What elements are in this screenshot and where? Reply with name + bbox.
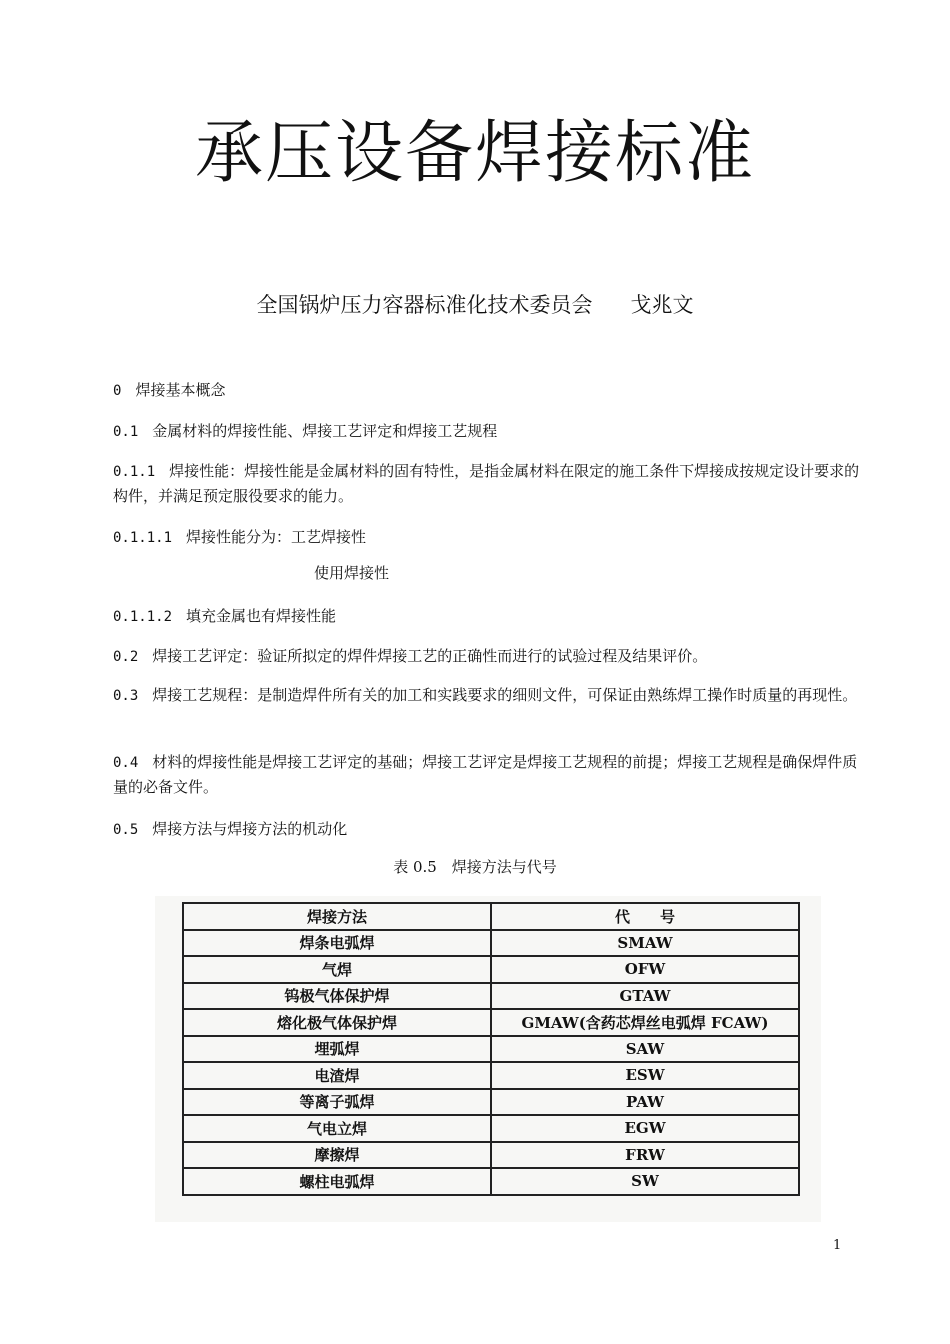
table-row — [183, 930, 799, 957]
code-cell: EGW — [491, 1115, 799, 1142]
header-method: 焊接方法 — [183, 903, 491, 930]
section-0-3 — [113, 683, 863, 708]
table-row — [183, 1115, 799, 1142]
section-text: 金属材料的焊接性能、焊接工艺评定和焊接工艺规程 — [152, 422, 498, 440]
table-caption: 表 0.5 焊接方法与代号 — [393, 858, 557, 876]
section-number: 0.1.1.2 — [113, 609, 173, 625]
section-number: 0.3 — [113, 688, 139, 704]
document-subtitle — [0, 290, 950, 320]
table-row — [183, 1168, 799, 1195]
table-row — [183, 1036, 799, 1063]
author: 戈兆文 — [630, 293, 694, 317]
section-0-2 — [113, 644, 863, 669]
section-text: 焊接方法与焊接方法的机动化 — [152, 820, 348, 838]
table-row — [183, 1062, 799, 1089]
section-0 — [113, 378, 863, 403]
section-number: 0.1 — [113, 424, 139, 440]
section-text: 焊接工艺评定：验证所拟定的焊件焊接工艺的正确性而进行的试验过程及结果评价。 — [152, 647, 708, 665]
welding-methods-table — [182, 902, 800, 1196]
section-number: 0.4 — [113, 755, 139, 771]
section-0-1-1-1 — [113, 525, 863, 550]
code-cell: SMAW — [491, 930, 799, 957]
method-cell: 气电立焊 — [183, 1115, 491, 1142]
table-row — [183, 983, 799, 1010]
table-row — [183, 956, 799, 983]
section-0-4 — [113, 750, 863, 799]
method-cell: 熔化极气体保护焊 — [183, 1009, 491, 1036]
code-cell: SW — [491, 1168, 799, 1195]
page-number: 1 — [833, 1238, 842, 1253]
code-cell: GTAW — [491, 983, 799, 1010]
code-cell: FRW — [491, 1142, 799, 1169]
section-number: 0.1.1.1 — [113, 530, 173, 546]
method-cell: 气焊 — [183, 956, 491, 983]
section-text: 焊接工艺规程：是制造焊件所有关的加工和实践要求的细则文件，可保证由熟练焊工操作时质量的再现性。 — [152, 686, 858, 704]
method-cell: 钨极气体保护焊 — [183, 983, 491, 1010]
section-text: 焊接性能：焊接性能是金属材料的固有特性，是指金属材料在限定的施工条件下焊接成按规定设计要求的构件，并满足预定服役要求的能力。 — [113, 462, 860, 505]
document-title: 承压设备焊接标准 — [194, 114, 755, 193]
code-cell: ESW — [491, 1062, 799, 1089]
method-cell: 摩擦焊 — [183, 1142, 491, 1169]
section-number: 0.1.1 — [113, 464, 156, 480]
table-row — [183, 1009, 799, 1036]
section-text: 焊接基本概念 — [135, 381, 226, 399]
table-row — [183, 1142, 799, 1169]
code-cell: GMAW(含药芯焊丝电弧焊 FCAW) — [491, 1009, 799, 1036]
table-header-row — [183, 903, 799, 930]
section-number: 0 — [113, 383, 122, 399]
code-cell: OFW — [491, 956, 799, 983]
method-cell: 螺柱电弧焊 — [183, 1168, 491, 1195]
section-text: 材料的焊接性能是焊接工艺评定的基础；焊接工艺评定是焊接工艺规程的前提；焊接工艺规程是确保焊件质量的必备文件。 — [113, 753, 858, 796]
section-0-5 — [113, 817, 863, 842]
method-cell: 电渣焊 — [183, 1062, 491, 1089]
method-cell: 埋弧焊 — [183, 1036, 491, 1063]
code-cell: PAW — [491, 1089, 799, 1116]
section-0-1 — [113, 419, 863, 444]
section-number: 0.2 — [113, 649, 139, 665]
section-0-1-1-2 — [113, 604, 863, 629]
section-text: 填充金属也有焊接性能 — [186, 607, 337, 625]
section-number: 0.5 — [113, 822, 139, 838]
organization: 全国锅炉压力容器标准化技术委员会 — [256, 293, 593, 317]
section-0-1-1-1-continuation: 使用焊接性 — [314, 564, 390, 582]
section-text: 焊接性能分为：工艺焊接性 — [186, 528, 367, 546]
code-cell: SAW — [491, 1036, 799, 1063]
table-row — [183, 1089, 799, 1116]
section-0-1-1 — [113, 459, 863, 508]
header-code: 代 号 — [491, 903, 799, 930]
method-cell: 焊条电弧焊 — [183, 930, 491, 957]
method-cell: 等离子弧焊 — [183, 1089, 491, 1116]
